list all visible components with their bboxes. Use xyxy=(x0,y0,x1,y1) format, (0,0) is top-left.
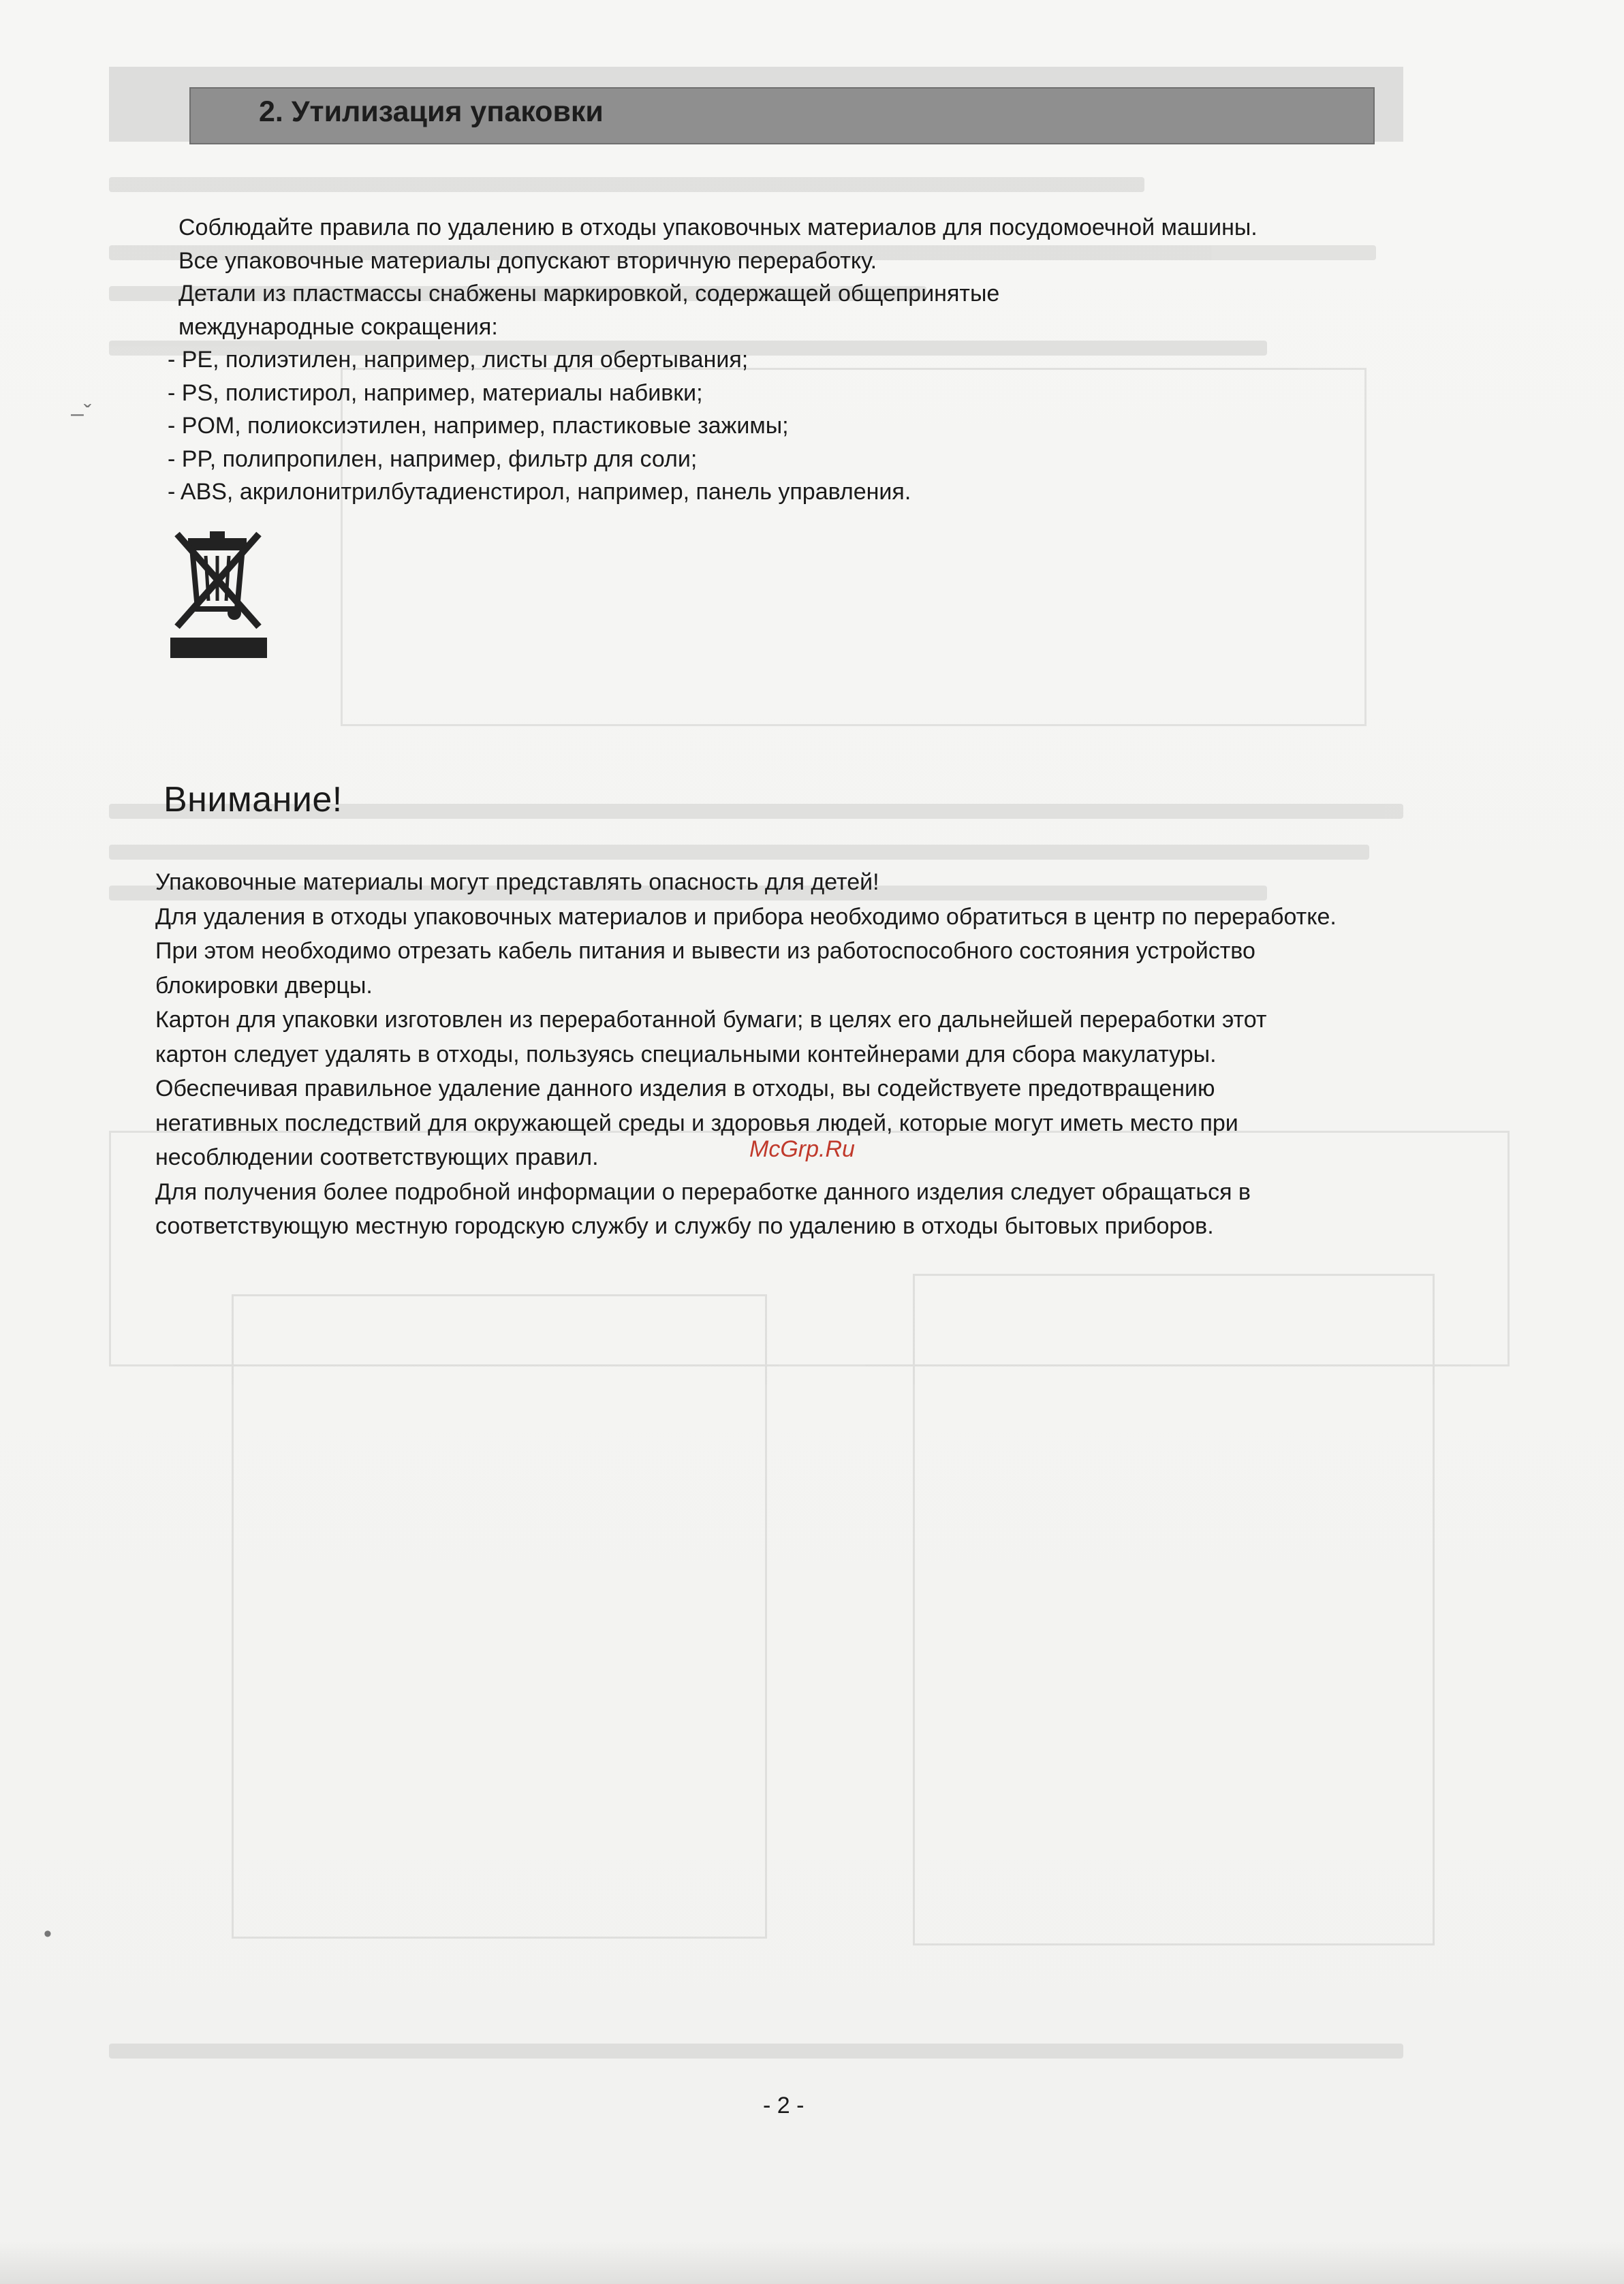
scan-mark: • xyxy=(44,1921,52,1947)
text-line: блокировки дверцы. xyxy=(155,972,373,999)
list-item-pom: - POM, полиоксиэтилен, например, пластиковые зажимы; xyxy=(168,413,789,439)
text-line: картон следует удалять в отходы, пользуясь специальными контейнерами для сбора макулатуры. xyxy=(155,1041,1217,1067)
list-item-ps: - PS, полистирол, например, материалы набивки; xyxy=(168,379,703,406)
text-line: негативных последствий для окружающей среды и здоровья людей, которые могут иметь место при xyxy=(155,1110,1238,1136)
crossed-out-wheelie-bin-icon xyxy=(168,525,270,668)
text-line: Детали из пластмассы снабжены маркировкой, содержащей общепринятые xyxy=(178,281,1000,307)
list-item-abs: - ABS, акрилонитрилбутадиенстирол, например, панель управления. xyxy=(168,479,911,505)
text-line: несоблюдении соответствующих правил. xyxy=(155,1144,599,1170)
page-number: - 2 - xyxy=(763,2093,805,2118)
text-line: При этом необходимо отрезать кабель питания и вывести из работоспособного состояния устройство xyxy=(155,938,1255,964)
list-item-pp: - PP, полипропилен, например, фильтр для соли; xyxy=(168,445,698,472)
warning-text xyxy=(155,865,1490,1244)
list-item-pe: - PE, полиэтилен, например, листы для обертывания; xyxy=(168,347,749,373)
text-line: Все упаковочные материалы допускают вторичную переработку. xyxy=(178,247,877,274)
text-line: Для удаления в отходы упаковочных материалов и прибора необходимо обратиться в центр по переработке. xyxy=(155,903,1337,930)
text-line: Обеспечивая правильное удаление данного изделия в отходы, вы содействуете предотвращению xyxy=(155,1076,1215,1101)
text-line: соответствующую местную городскую службу и службу по удалению в отходы бытовых приборов. xyxy=(155,1213,1214,1239)
warning-heading: Внимание! xyxy=(163,780,343,819)
scan-mark: –ˇ xyxy=(71,401,92,426)
section-title: 2. Утилизация упаковки xyxy=(259,95,604,128)
packaging-disposal-text xyxy=(168,211,1418,509)
text-line: Картон для упаковки изготовлен из переработанной бумаги; в целях его дальнейшей переработки этот xyxy=(155,1007,1267,1033)
scan-edge-shadow xyxy=(0,2241,1624,2284)
text-line: Упаковочные материалы могут представлять опасность для детей! xyxy=(155,869,879,895)
text-line: Соблюдайте правила по удалению в отходы упаковочных материалов для посудомоечной машины. xyxy=(178,215,1258,240)
text-line: Для получения более подробной информации о переработке данного изделия следует обращаться в xyxy=(155,1178,1251,1205)
text-line: международные сокращения: xyxy=(178,313,498,340)
site-watermark: McGrp.Ru xyxy=(749,1136,855,1162)
